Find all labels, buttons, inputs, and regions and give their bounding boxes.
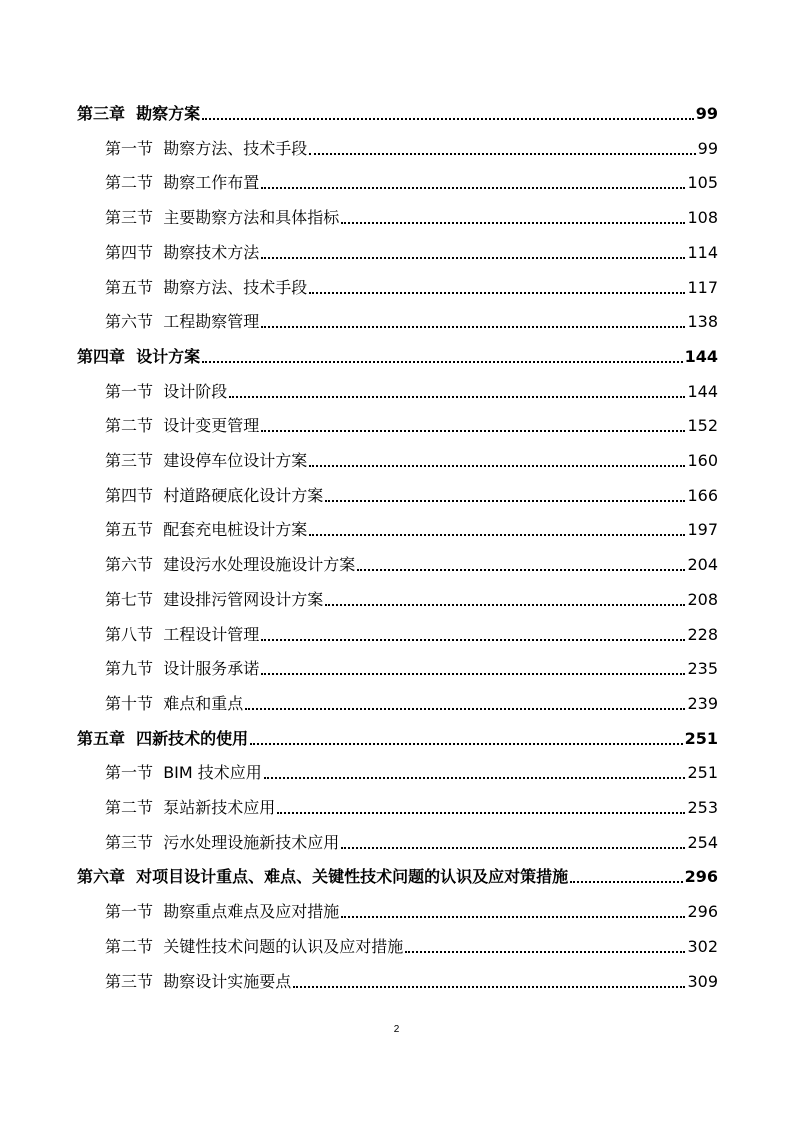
- toc-entry-title: 泵站新技术应用: [163, 798, 276, 817]
- toc-entry-page: 197: [687, 520, 718, 540]
- toc-section-entry[interactable]: [105, 446, 718, 472]
- toc-entry-page: 152: [687, 416, 718, 436]
- toc-entry-page: 302: [687, 936, 718, 956]
- toc-section-entry[interactable]: [105, 411, 718, 437]
- toc-entry-number: 第五章: [77, 728, 137, 748]
- toc-entry-page: 138: [687, 312, 718, 332]
- toc-entry-page: 296: [684, 867, 718, 887]
- toc-entry-title: 勘察设计实施要点: [163, 971, 292, 991]
- toc-entry-number: 第二节: [105, 416, 164, 436]
- toc-entry-number: 第三节: [105, 971, 164, 991]
- toc-entry-number: 第四节: [105, 242, 164, 262]
- toc-dot-leader: [309, 292, 685, 294]
- toc-entry-page: 99: [697, 138, 718, 158]
- toc-dot-leader: [229, 396, 685, 398]
- toc-entry-page: 108: [687, 208, 718, 228]
- toc-entry-page: 144: [687, 381, 718, 401]
- toc-section-entry[interactable]: [105, 932, 718, 958]
- toc-entry-page: 208: [687, 589, 718, 609]
- toc-entry-page: 160: [687, 451, 718, 470]
- toc-entry-page: 99: [695, 104, 718, 123]
- toc-entry-page: 166: [687, 485, 718, 505]
- toc-entry-number: 第五节: [105, 277, 164, 297]
- toc-entry-title: 主要勘察方法和具体指标: [163, 208, 340, 228]
- toc-entry-title: 难点和重点: [163, 693, 244, 713]
- toc-entry-title: 建设排污管网设计方案: [163, 589, 324, 609]
- toc-entry-title: 村道路硬底化设计方案: [163, 485, 324, 505]
- toc-section-entry[interactable]: [105, 134, 718, 160]
- toc-dot-leader: [309, 153, 695, 155]
- toc-entry-number: 第六节: [105, 555, 164, 575]
- toc-entry-number: 第八节: [105, 624, 164, 644]
- toc-entry-number: 第九节: [105, 659, 164, 679]
- toc-dot-leader: [245, 708, 685, 710]
- toc-entry-title: 勘察方法、技术手段: [163, 138, 308, 158]
- toc-dot-leader: [250, 743, 682, 745]
- toc-section-entry[interactable]: [105, 238, 718, 264]
- toc-dot-leader: [202, 118, 694, 120]
- toc-entry-number: 第二节: [105, 798, 164, 817]
- toc-entry-number: 第二节: [105, 173, 164, 193]
- toc-dot-leader: [261, 187, 685, 189]
- toc-section-entry[interactable]: [105, 515, 718, 541]
- toc-section-entry[interactable]: [105, 307, 718, 333]
- toc-entry-number: 第六节: [105, 312, 164, 332]
- toc-entry-page: 251: [684, 728, 718, 748]
- toc-section-entry[interactable]: [105, 793, 718, 819]
- toc-dot-leader: [261, 430, 685, 432]
- toc-entry-title: 勘察方法、技术手段: [163, 277, 308, 297]
- toc-entry-number: 第十节: [105, 693, 164, 713]
- toc-entry-number: 第一节: [105, 902, 164, 922]
- toc-entry-title: 设计服务承诺: [163, 659, 260, 679]
- toc-section-entry[interactable]: [105, 654, 718, 680]
- toc-entry-title: 四新技术的使用: [136, 728, 249, 748]
- toc-entry-number: 第一节: [105, 381, 164, 401]
- toc-dot-leader: [261, 673, 685, 675]
- toc-dot-leader: [325, 500, 685, 502]
- toc-entry-page: 144: [684, 346, 718, 366]
- toc-entry-title: 勘察重点难点及应对措施: [163, 902, 340, 922]
- toc-entry-page: 253: [687, 798, 718, 817]
- toc-chapter-entry[interactable]: [77, 99, 718, 125]
- toc-entry-number: 第六章: [77, 867, 137, 887]
- toc-entry-page: 251: [687, 763, 718, 783]
- toc-entry-page: 117: [687, 277, 718, 297]
- toc-dot-leader: [202, 361, 682, 363]
- toc-entry-page: 105: [687, 173, 718, 193]
- toc-entry-title: 设计变更管理: [163, 416, 260, 436]
- toc-entry-number: 第二节: [105, 936, 164, 956]
- toc-entry-title: 配套充电桩设计方案: [163, 520, 308, 540]
- toc-entry-page: 204: [687, 555, 718, 575]
- toc-entry-page: 309: [687, 971, 718, 991]
- toc-entry-title: 勘察技术方法: [163, 242, 260, 262]
- toc-dot-leader: [261, 639, 685, 641]
- toc-section-entry[interactable]: [105, 967, 718, 993]
- page-number: 2: [393, 1024, 400, 1035]
- toc-dot-leader: [570, 881, 682, 883]
- toc-entry-title: 设计方案: [136, 346, 201, 366]
- toc-section-entry[interactable]: [105, 897, 718, 923]
- toc-entry-number: 第五节: [105, 520, 164, 540]
- toc-dot-leader: [341, 847, 685, 849]
- toc-section-entry[interactable]: [105, 585, 718, 611]
- toc-section-entry[interactable]: [105, 550, 718, 576]
- toc-entry-title: 建设停车位设计方案: [163, 451, 308, 470]
- toc-dot-leader: [261, 257, 685, 259]
- toc-dot-leader: [309, 534, 685, 536]
- toc-entry-number: 第三章: [77, 104, 137, 123]
- toc-entry-page: 296: [687, 902, 718, 922]
- toc-section-entry[interactable]: [105, 758, 718, 784]
- toc-entry-title: 工程设计管理: [163, 624, 260, 644]
- toc-entry-number: 第三节: [105, 832, 164, 852]
- toc-entry-title: 勘察工作布置: [163, 173, 260, 193]
- toc-entry-number: 第三节: [105, 208, 164, 228]
- toc-entry-number: 第一节: [105, 763, 164, 783]
- toc-dot-leader: [277, 812, 685, 814]
- toc-entry-title: 工程勘察管理: [163, 312, 260, 332]
- toc-entry-number: 第三节: [105, 451, 164, 470]
- toc-chapter-entry[interactable]: [77, 862, 718, 888]
- toc-dot-leader: [341, 916, 685, 918]
- toc-section-entry[interactable]: [105, 203, 718, 229]
- toc-entry-title: 对项目设计重点、难点、关键性技术问题的认识及应对策措施: [136, 867, 569, 887]
- toc-entry-number: 第七节: [105, 589, 164, 609]
- toc-entry-page: 228: [687, 624, 718, 644]
- toc-entry-title: 建设污水处理设施设计方案: [163, 555, 356, 575]
- toc-entry-title: 设计阶段: [163, 381, 228, 401]
- toc-entry-title: 污水处理设施新技术应用: [163, 832, 340, 852]
- toc-entry-page: 235: [687, 659, 718, 679]
- toc-chapter-entry[interactable]: [77, 724, 718, 750]
- toc-section-entry[interactable]: [105, 689, 718, 715]
- toc-entry-number: 第一节: [105, 138, 164, 158]
- toc-chapter-entry[interactable]: [77, 342, 718, 368]
- toc-entry-page: 254: [687, 832, 718, 852]
- toc-dot-leader: [309, 465, 685, 467]
- toc-section-entry[interactable]: [105, 377, 718, 403]
- toc-section-entry[interactable]: [105, 273, 718, 299]
- toc-dot-leader: [325, 604, 685, 606]
- toc-entry-number: 第四章: [77, 346, 137, 366]
- toc-section-entry[interactable]: [105, 168, 718, 194]
- toc-dot-leader: [405, 951, 685, 953]
- toc-dot-leader: [341, 222, 685, 224]
- toc-dot-leader: [264, 777, 686, 779]
- toc-entry-title: 勘察方案: [136, 104, 201, 123]
- toc-dot-leader: [293, 986, 685, 988]
- toc-entry-title: BIM 技术应用: [163, 763, 262, 783]
- toc-entry-number: 第四节: [105, 485, 164, 505]
- toc-entry-title: 关键性技术问题的认识及应对措施: [163, 936, 404, 956]
- toc-dot-leader: [357, 569, 685, 571]
- toc-section-entry[interactable]: [105, 828, 718, 854]
- toc-section-entry[interactable]: [105, 481, 718, 507]
- toc-section-entry[interactable]: [105, 620, 718, 646]
- toc-entry-page: 239: [687, 693, 718, 713]
- toc-entry-page: 114: [687, 242, 718, 262]
- toc-dot-leader: [261, 326, 685, 328]
